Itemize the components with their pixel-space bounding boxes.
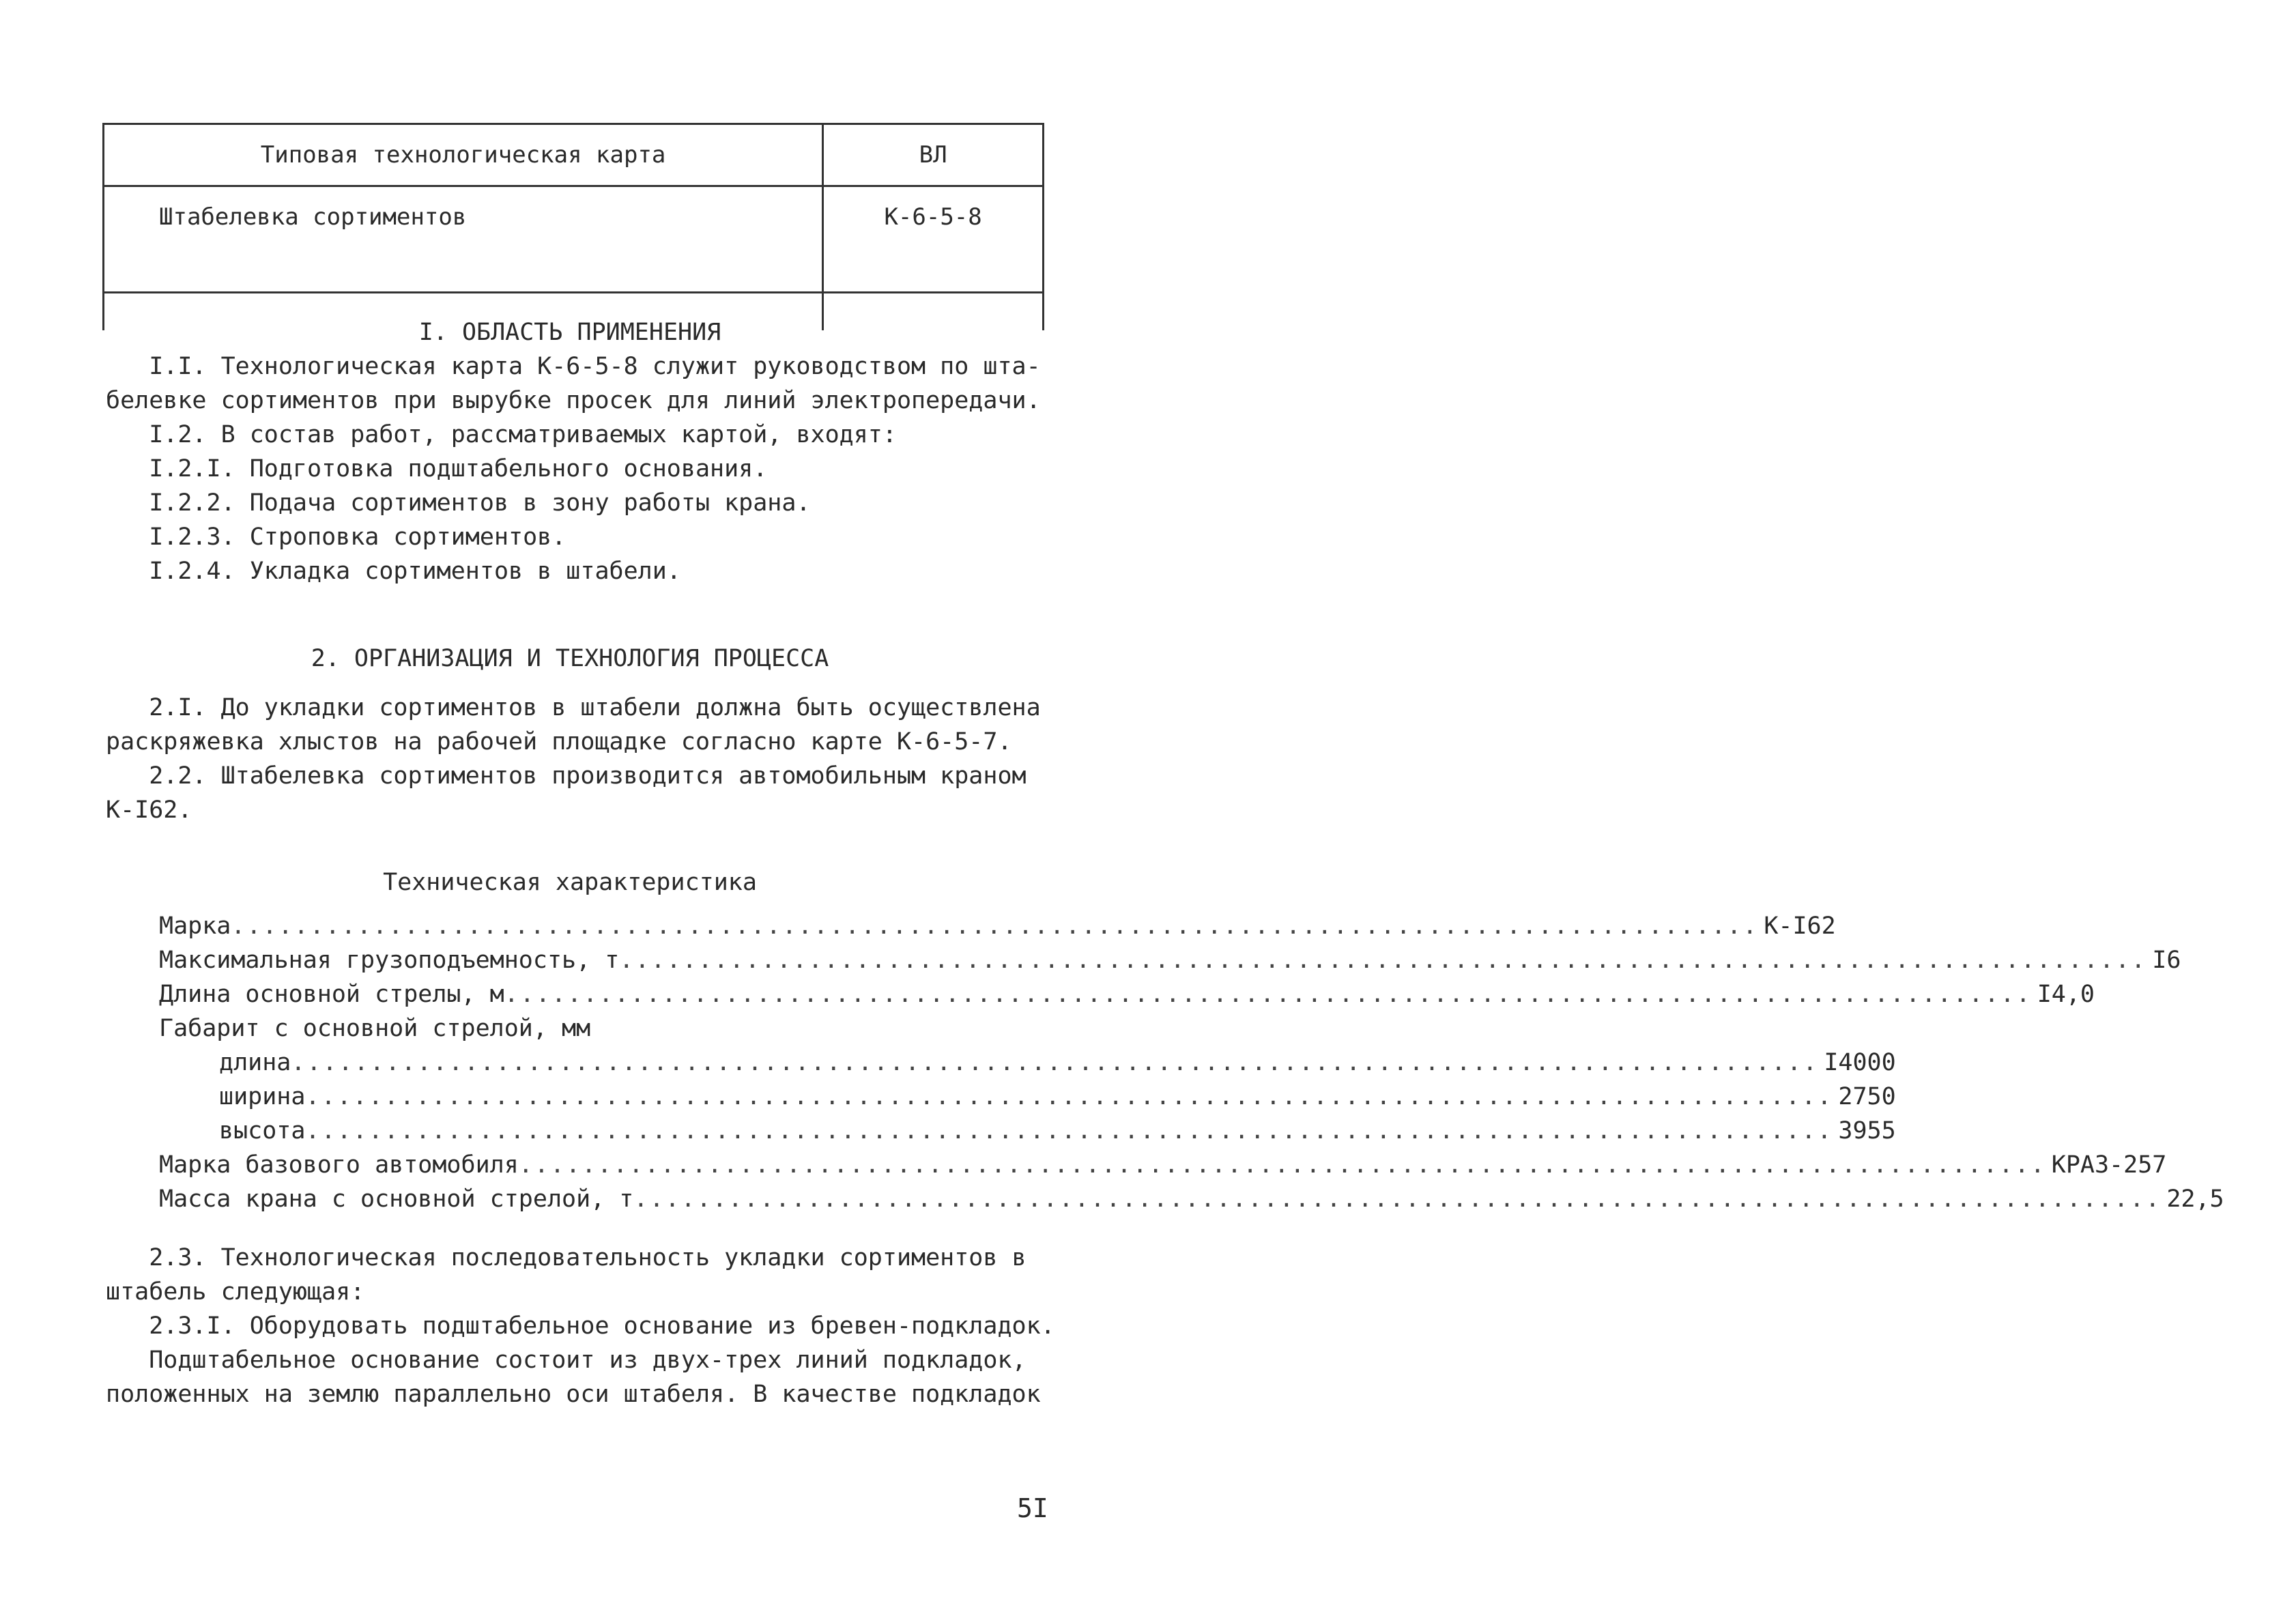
leader-dots: ................................................................................................. [291,1049,1819,1076]
spec-row [159,1182,2224,1216]
series-code-cell: ВЛ [823,124,1044,186]
paragraph-line: 2.2. Штабелевка сортиментов производится автомобильным краном [106,762,1027,790]
spec-value: К-I62 [1764,912,1836,940]
leader-dots: ................................................................................................. [504,981,2032,1008]
section-1-heading: I. ОБЛАСТЬ ПРИМЕНЕНИЯ [418,319,721,346]
paragraph-line: 2.I. До укладки сортиментов в штабели должна быть осуществлена [106,694,1041,721]
spec-name: длина [219,1049,291,1076]
leader-dots: ................................................................................................. [518,1151,2046,1179]
spec-name: Марка [159,912,231,940]
tech-spec-list [159,909,2224,1216]
section-1 [106,315,1041,588]
spec-value: I6 [2152,947,2181,974]
spec-name: ширина [219,1083,306,1110]
spec-row [159,1046,1896,1080]
tech-spec-heading-wrap [106,865,1034,899]
paragraph-line: положенных на землю параллельно оси штабеля. В качестве подкладок [106,1381,1041,1408]
paragraph-line: Подштабельное основание состоит из двух-трех линий подкладок, [106,1347,1027,1374]
spec-name: высота [219,1117,306,1145]
document-type-cell: Типовая технологическая карта [104,124,823,186]
paragraph-line: I.2.I. Подготовка подштабельного основания. [106,455,768,483]
spec-value: 3955 [1838,1117,1896,1145]
tech-spec-heading: Техническая характеристика [383,869,757,896]
spec-value: КРАЗ-257 [2051,1151,2167,1179]
spec-value: I4,0 [2037,981,2095,1008]
paragraph-line: белевке сортиментов при вырубке просек для линий электропередачи. [106,387,1041,414]
title-block-table [102,123,1044,330]
section-2-3 [106,1241,1055,1411]
paragraph-line: I.I. Технологическая карта К-6-5-8 служит руководством по шта- [106,353,1041,380]
paragraph-line: I.2.2. Подача сортиментов в зону работы крана. [106,489,811,517]
spec-name: Марка базового автомобиля [159,1151,519,1179]
spec-row [159,1114,1896,1148]
spec-value: I4000 [1824,1049,1896,1076]
leader-dots: ................................................................................................. [633,1185,2162,1213]
leader-dots: ................................................................................................. [231,912,1759,940]
spec-name: Максимальная грузоподъемность, т [159,947,620,974]
paragraph-line: штабель следующая: [106,1278,365,1306]
leader-dots: ................................................................................................. [619,947,2147,974]
spec-name: Габарит с основной стрелой, мм [159,1015,591,1042]
paragraph-line: I.2.4. Укладка сортиментов в штабели. [106,558,681,585]
paragraph-line: I.2. В состав работ, рассматриваемых картой, входят: [106,421,897,448]
spec-value: 22,5 [2166,1185,2224,1213]
paragraph-line: 2.3.I. Оборудовать подштабельное основание из бревен-подкладок. [106,1312,1055,1340]
paragraph-line: I.2.3. Строповка сортиментов. [106,523,566,551]
card-number-cell: К-6-5-8 [823,186,1044,293]
spec-value: 2750 [1838,1083,1896,1110]
section-2 [106,642,1041,827]
leader-dots: ................................................................................................. [305,1083,1833,1110]
spec-row [159,977,2095,1011]
spec-row [159,1080,1896,1114]
spec-row [159,943,2181,977]
page-number: 5I [1017,1493,1048,1523]
leader-dots: ................................................................................................. [305,1117,1833,1145]
spec-row [159,1148,2167,1182]
section-2-heading: 2. ОРГАНИЗАЦИЯ И ТЕХНОЛОГИЯ ПРОЦЕССА [311,645,829,672]
spec-name: Длина основной стрелы, м [159,981,504,1008]
paragraph-line: 2.3. Технологическая последовательность укладки сортиментов в [106,1244,1027,1271]
spec-name: Масса крана с основной стрелой, т [159,1185,634,1213]
spec-row [159,1011,1046,1046]
paragraph-line: раскряжевка хлыстов на рабочей площадке согласно карте К-6-5-7. [106,728,1012,755]
paragraph-line: К-I62. [106,796,192,824]
spec-row [159,909,1836,943]
subject-cell: Штабелевка сортиментов [104,186,823,293]
